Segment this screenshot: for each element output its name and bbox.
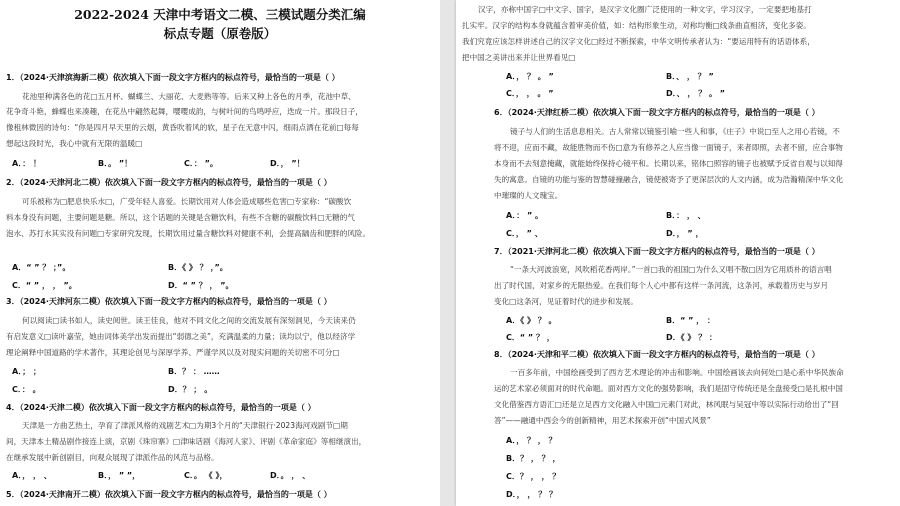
- answer-options-row-1: [506, 71, 892, 82]
- option-b[interactable]: B．《 》 ？ ，”。: [168, 263, 228, 272]
- passage-line: 我们究竟应该怎样讲述自己的汉字文化□经过不断探索，中华文明传承者认为：“要运用特有的话语体系，: [462, 37, 815, 46]
- question-stem: 7．（2021·天津河北二模）依次填入下面一段文字方框内的标点符号，最恰当的一项是（ ）: [494, 247, 820, 256]
- answer-options-row-2: [506, 88, 892, 99]
- passage-line: 失的寓意。自镜的功能与鉴的智慧碰撞融合，镜使被寄予了更深层次的人文内涵，成为浩瀚精深中华文化: [494, 175, 844, 184]
- question-stem: 4．（2024·天津二模）依次填入下面一段文字方框内的标点符号，最恰当的一项是（ ）: [6, 403, 316, 412]
- passage-line: 出了时代国，对家乡的无限热爱。在我们每个人心中都有这样一条河流，这条河，承载着历史与岁月: [494, 281, 829, 290]
- document-subtitle: 标点专题（原卷版）: [163, 26, 277, 41]
- answer-options: [12, 470, 432, 481]
- option-a[interactable]: A．《 》 ？ 。: [506, 316, 557, 325]
- option-b[interactable]: B．？ ， ？ ，: [506, 454, 561, 463]
- passage-line: 本身而不去刻意掩藏，就能始终保持心镜平和。长期以来，铭体□照容的镜子也被赋予反省自观与以知得: [494, 159, 843, 168]
- passage-line: 可乐被称为□肥息快乐水□，广受年轻人喜爱。长期饮用对人体会造成哪些危害□专家称：“碳酸饮: [22, 197, 352, 206]
- option-d[interactable]: D．， ” ，: [666, 229, 704, 238]
- option-b[interactable]: B．： ， 、: [666, 211, 706, 220]
- question-stem: 5．（2024·天津南开二模）依次填入下面一段文字方框内的标点符号，最恰当的一项是（ ）: [6, 490, 332, 499]
- passage-line: 花争奇斗艳，蜂蝶也来凑趣，在花丛中翩然起舞，嘤嘤成韵，与树叶间的鸟鸣呼应，迭成一片。那段日子，: [6, 107, 363, 116]
- passage-line: 花池里种满各色的花□五月杯、蝴蝶兰、大丽花、大麦熟等等。后来又种上各色的月季，花池中草、: [22, 92, 356, 101]
- document-title: 2022-2024 天津中考语文二模、三模试题分类汇编: [74, 7, 366, 22]
- option-a[interactable]: A．： ！: [12, 159, 41, 168]
- passage-line: 像租林微因的诗句：“你是四月早天里的云烟，黄昏吹着风的软，星子在无意中闪，细雨点洒在花前□每每: [6, 123, 359, 132]
- option-b[interactable]: B．， ” ”，: [98, 471, 141, 480]
- passage-line: 理论阐释中国道路的学术著作，其理论创见与深厚学养、严谨学风以及对现实问题的关切密不可分□: [6, 348, 340, 357]
- option-a[interactable]: A．“ ” ？ ；”。: [12, 263, 71, 272]
- passage-line: 有启发意义□读叶嘉莹，她由词体美学出发而提出“弱德之美”，充满温柔的力量；读均以宁，他以经济学: [6, 332, 356, 341]
- option-d[interactable]: D．“ ” ？ ， ”。: [168, 281, 234, 290]
- right-document-page: [456, 0, 900, 506]
- passage-line: 在继承发展中新创剧目，向观众展现了津派作品的风范与品格。: [6, 453, 219, 462]
- option-d[interactable]: D．《 》 ？ ：: [666, 333, 717, 342]
- passage-line: 泡水、苏打水其实没有问题□专家研究发现，长期饮用过量含糖饮料对健康不利，会提高龋齿和肥胖的风险。: [6, 229, 371, 238]
- passage-line: 变化□这条河，见证着时代的进步和发展。: [494, 297, 638, 306]
- answer-options: [12, 158, 432, 169]
- option-d[interactable]: D．， ， ？ ？: [506, 490, 557, 499]
- option-d[interactable]: D．。 ， 、: [270, 471, 311, 480]
- option-b[interactable]: B．“ ” ， ：: [666, 316, 715, 325]
- option-a[interactable]: A．： ” 。: [506, 211, 544, 220]
- option-d[interactable]: D．？ ； 。: [168, 385, 213, 394]
- passage-line: 答”——融通中西会今的创新精神，用艺术探索开创“中国式风景”: [494, 416, 711, 425]
- passage-line: 中璀璨的人文瑰宝。: [494, 191, 563, 200]
- option-d[interactable]: D．、 ， ？ 。 ”: [666, 89, 726, 98]
- passage-line: 天津是一方曲艺热土，孕育了津派风格的戏剧艺术□为期3个月的“天津银行·2023海河戏剧节□期: [22, 421, 348, 430]
- answer-options-row-2: [12, 280, 432, 291]
- passage-line: 想起这段时光，我心中就有无限的温暖□: [6, 139, 143, 148]
- passage-line: 镜子与人们的生活息息相关。古人常常以镜鉴引喻一些人和事，《庄子》中说□至人之用心若镜，不: [510, 127, 840, 136]
- page-gutter: [440, 0, 456, 506]
- answer-options-row-2: [506, 332, 892, 343]
- option-b[interactable]: B．？ ： ……: [168, 367, 220, 376]
- question-stem: 6．（2024·天津红桥二模）依次填入下面一段文字方框内的标点符号，最恰当的一项是（ ）: [494, 108, 820, 117]
- passage-line: “一条大河波浪宽，风吹稻花香两岸。”一首□我的祖国□为什么又唱不散□因为它用质朴的语言唱: [510, 265, 832, 274]
- passage-line: 运的艺术家必须面对的时代命题。面对西方文化的强势影响，我们是固守传统还是全盘接受□是扎根中国: [494, 384, 843, 393]
- passage-line: 汉字，亦称中国字□中文字、国字，是汉字文化圈广泛使用的一种文字，学习汉字，一定要把地基打: [478, 5, 812, 14]
- option-c[interactable]: C．“ ” ， ， ”。: [12, 281, 77, 290]
- option-a[interactable]: A．， ？ ， ？: [506, 436, 557, 445]
- passage-line: 料本身没有问题，主要问题是糖。所以，这个话题的关键是含糖饮料，有些不含糖的碳酸饮料□无糖的气: [6, 213, 355, 222]
- option-c[interactable]: C．， ， 。 ”: [506, 89, 554, 98]
- option-b[interactable]: B．。 ”！: [98, 159, 133, 168]
- option-a[interactable]: A．， ？ 。 ”: [506, 72, 554, 81]
- answer-options-row-1: [12, 366, 432, 377]
- passage-line: 将不迎，应而不藏，故能胜物而不伤□意为有修养之人应当像一面镜子，来者即照，去者不留，应合事物: [494, 143, 843, 152]
- passage-line: 间，天津本土精品剧作接连上演，京剧《珠帘寨》□津味话剧《海河人家》、评剧《革命家庭》等相继演出，: [6, 437, 367, 446]
- question-stem: 8．（2024·天津和平二模）依次填入下面一段文字方框内的标点符号，最恰当的一项是（ ）: [494, 350, 820, 359]
- passage-line: 何以阅读□读书如人，读史阅世。读王佳良，他对不同文化之间的交流发展有深刻洞见，今天读来仍: [22, 316, 356, 325]
- option-c[interactable]: C．？ ， ， ？: [506, 472, 561, 481]
- option-c[interactable]: C．。 《 》，: [184, 471, 228, 480]
- option-a[interactable]: A．； ；: [12, 367, 41, 376]
- answer-options-row-1: [506, 315, 892, 326]
- option-c[interactable]: C．， ” 、: [506, 229, 543, 238]
- option-d[interactable]: D．， ”！: [270, 159, 305, 168]
- answer-options-row-1: [506, 210, 892, 221]
- option-c[interactable]: C．“ ” ？ ，: [506, 333, 555, 342]
- answer-options-row-1: [12, 262, 432, 273]
- question-stem: 1．（2024·天津滨海新二模）依次填入下面一段文字方框内的标点符号，最恰当的一项是（ ）: [6, 73, 340, 82]
- answer-options-row-2: [506, 228, 892, 239]
- passage-line: 把中国之美讲出来并让世界看见□: [462, 53, 576, 62]
- question-stem: 2．（2024·天津河北二模）依次填入下面一段文字方框内的标点符号，最恰当的一项是（ ）: [6, 178, 332, 187]
- question-stem: 3．（2024·天津河东二模）依次填入下面一段文字方框内的标点符号，最恰当的一项是（ ）: [6, 297, 332, 306]
- option-c[interactable]: C．： 。: [12, 385, 41, 394]
- option-c[interactable]: C．： ”。: [184, 159, 218, 168]
- left-document-page: [0, 0, 440, 506]
- passage-line: 一百多年前，中国绘画受到了西方艺术理论的冲击和影响。中国绘画该去向何处□是心系中华民族命: [510, 368, 844, 377]
- option-a[interactable]: A．， ， 、: [12, 471, 52, 480]
- answer-options-row-2: [12, 384, 432, 395]
- option-b[interactable]: B．、 ， ？ ”: [666, 72, 714, 81]
- passage-line: 扎实牢。汉字的结构本身就蕴含着审美价值，如：结构形象生动，对称均衡□线条曲直相济，变化多姿。: [462, 21, 811, 30]
- passage-line: 文化借鉴西方语汇□还是立足西方文化融入中国□元素门对此，林风眠与吴冠中等以实际行动给出了“回: [494, 400, 839, 409]
